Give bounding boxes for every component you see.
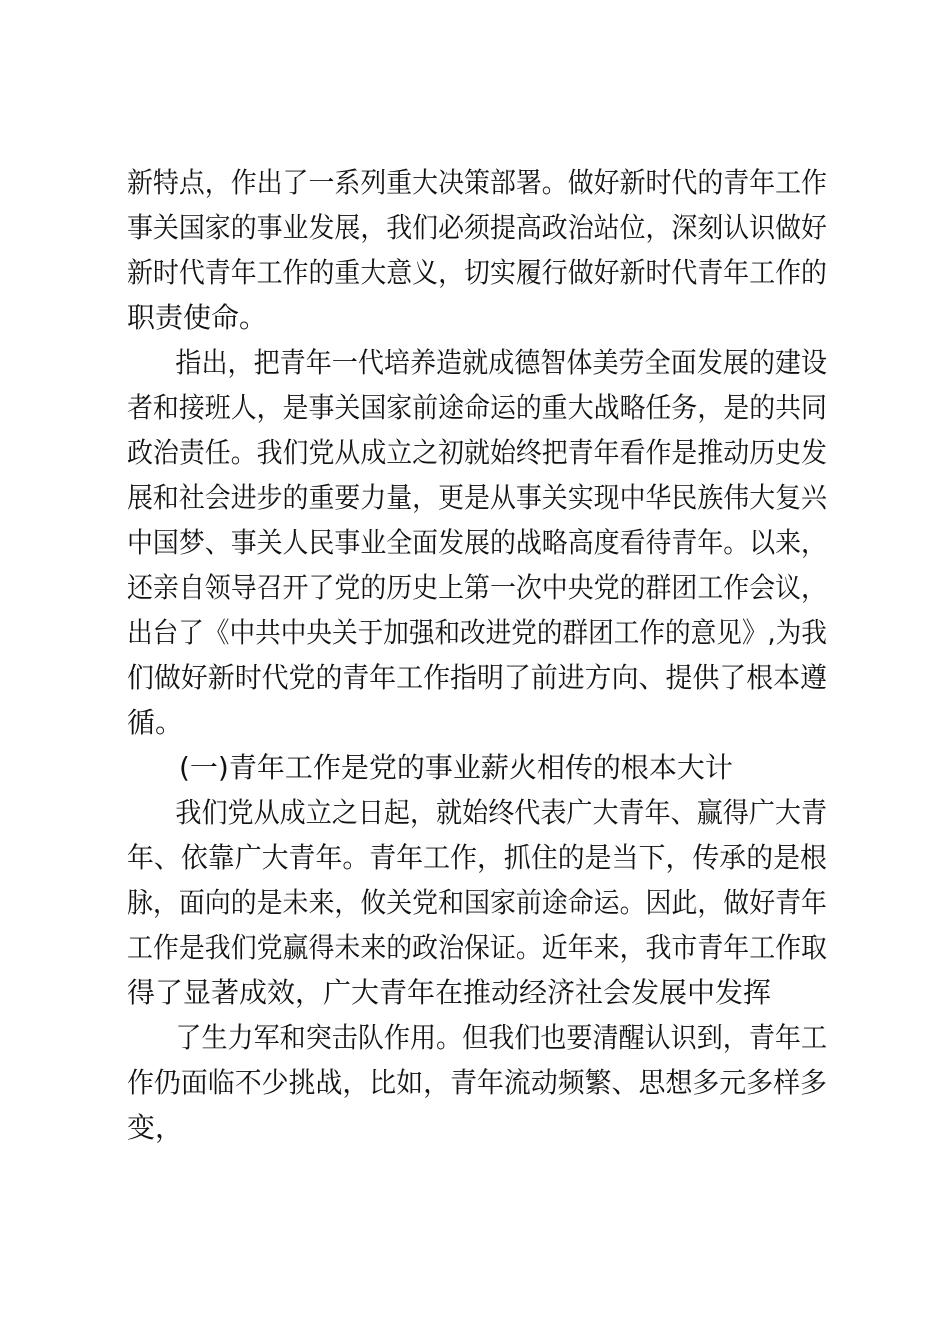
document-body	[127, 160, 827, 1150]
text-line: 指出，把青年一代培养造就成德智体美劳全面发展的建设	[175, 346, 828, 379]
text-line: 职责使命。	[127, 301, 268, 334]
text-line: 变，	[127, 1111, 184, 1144]
text-line: 年、依靠广大青年。青年工作，抓住的是当下，传承的是根	[127, 841, 827, 874]
text-line: 中国梦、事关人民事业全面发展的战略高度看待青年。以来，	[127, 526, 827, 559]
text-line: 展和社会进步的重要力量，更是从事关实现中华民族伟大复兴	[127, 481, 827, 514]
text-line: 事关国家的事业发展，我们必须提高政治站位，深刻认识做好	[127, 211, 827, 244]
text-line: 还亲自领导召开了党的历史上第一次中央党的群团工作会议，	[127, 571, 827, 604]
text-line: 新时代青年工作的重大意义，切实履行做好新时代青年工作的	[127, 256, 827, 289]
text-line: 工作是我们党赢得未来的政治保证。近年来，我市青年工作取	[127, 931, 827, 964]
text-line: 者和接班人，是事关国家前途命运的重大战略任务，是的共同	[127, 391, 827, 424]
text-line: 政治责任。我们党从成立之初就始终把青年看作是推动历史发	[127, 436, 827, 469]
text-line: 我们党从成立之日起，就始终代表广大青年、赢得广大青	[175, 796, 828, 829]
text-line: 了生力军和突击队作用。但我们也要清醒认识到，青年工	[175, 1021, 828, 1054]
text-line: 得了显著成效，广大青年在推动经济社会发展中发挥	[127, 976, 772, 1009]
text-line: 新特点，作出了一系列重大决策部署。做好新时代的青年工作	[127, 166, 827, 199]
text-line: 们做好新时代党的青年工作指明了前进方向、提供了根本遵	[127, 661, 827, 694]
text-line: 脉，面向的是未来，攸关党和国家前途命运。因此，做好青年	[127, 886, 827, 919]
text-line: 循。	[127, 706, 184, 739]
text-line: 作仍面临不少挑战，比如，青年流动频繁、思想多元多样多	[127, 1066, 827, 1099]
section-heading: (一)青年工作是党的事业薪火相传的根本大计	[179, 751, 733, 784]
text-line: 出台了《中共中央关于加强和改进党的群团工作的意见》,为我	[127, 616, 827, 649]
